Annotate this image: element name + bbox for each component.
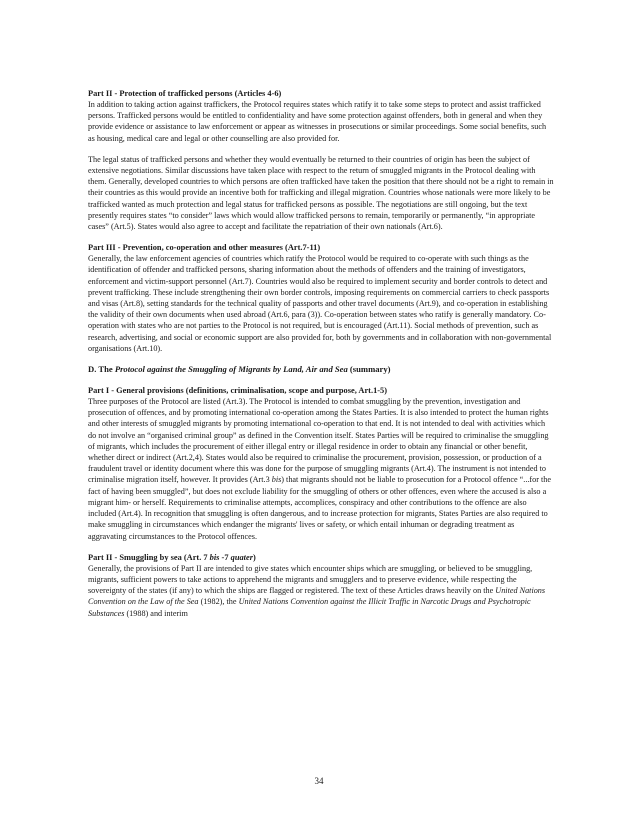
part-heading: Part I - General provisions (definitions, criminalisation, scope and purpose, Art.1-5): [88, 386, 388, 396]
page-number: 34: [314, 776, 324, 786]
text-run: (summary): [347, 364, 391, 375]
part-heading: [88, 552, 554, 563]
text-run: (1988) and interim: [124, 608, 188, 618]
text-run: The legal status of trafficked persons and whether they would eventually be returned to their countries of origin has been the subject of extensive negotiations. Similar discussions have taken place with respect to the return of smuggled migrants in the Protocol dealing with them. Generally, developed countries to which persons are often trafficked have taken the position that there should not be a right to remain in their countries as this would provide an incentive both for trafficking and illegal migration. Countries whose nationals were more likely to be trafficked wanted as much protection and legal status for trafficked persons as possible. The negotiations are still ongoing, but the text presently requires states “to consider” laws which would allow trafficked persons to remain, temporarily or permanently, “in appropriate cases” (Art.5). States would also agree to accept and facilitate the repatriation of their own nationals (Art.6).: [88, 154, 554, 232]
part-heading: Part III - Prevention, co-operation and other measures (Art.7-11): [88, 243, 321, 253]
text-run: In addition to taking action against traffickers, the Protocol requires states which ratify it to take some steps to protect and assist trafficked persons. Trafficked persons would be entitled to confidentiality and have some protection against offenders, both in general and when they provide evidence or assistance to law enforcement or appear as witnesses in prosecutions or similar proceedings. Some social benefits, such as housing, medical care and legal or other counselling are also provided for.: [88, 100, 547, 143]
text-run: Part II - Smuggling by sea (Art. 7: [88, 552, 210, 562]
body-paragraph: [88, 253, 554, 354]
italic-text: Protocol against the Smuggling of Migrants by Land, Air and Sea: [114, 364, 348, 375]
italic-text: bis: [209, 552, 220, 562]
text-run: ): [252, 552, 256, 562]
italic-text: United Nations Convention against the Illicit Traffic in Narcotic Drugs and Psychotropic Substances: [88, 597, 531, 618]
italic-text: United Nations Convention on the Law of the Sea: [88, 586, 546, 607]
section-title: [88, 364, 554, 375]
text-run: D. The: [88, 364, 115, 375]
body-paragraph: [88, 154, 554, 232]
part-heading: Part II - Protection of trafficked persons (Articles 4-6): [88, 89, 282, 98]
text-run: ) that migrants should not be liable to prosecution for a Protocol offence “...for the fact of having been smuggled”, but does not exclude liability for the smuggling of others or other offences, even where the accused is also a migrant him- or herself. Requirements to criminalise attempts, accomplices, conspiracy and other contributions to the offence are also included (Art.4). In recognition that smuggling is often dangerous, and to increase protection for migrants, States Parties are also required to make smuggling in circumstances which endanger the migrants' lives or safety, or which entail inhuman or degrading treatment as aggravating circumstances to the Protocol offences.: [88, 475, 552, 541]
text-run: -7: [219, 552, 231, 562]
body-paragraph: [88, 99, 554, 144]
page-content: [88, 88, 554, 629]
text-run: Three purposes of the Protocol are listed (Art.3). The Protocol is intended to combat smuggling by the prevention, investigation and prosecution of offences, and by promoting international co-operation among the States Parties. It is also intended to protect the human rights and other interests of smuggled migrants by promoting international co-operation to that end. It is not intended to deal with activities which do not involve an “organised criminal group” as defined in the Convention itself. States Parties will be required to criminalise the smuggling of migrants, which includes the procurement of either illegal entry or illegal residence in order to obtain any financial or other benefit, whether direct or indirect (Art.2,4). States would also be required to criminalise the procurement, provision, possession, or production of a fraudulent travel or identity document where this was done for the purpose of smuggling migrants (Art.4). The instrument is not intended to criminalise migration itself, however. It provides (Art.3: [88, 397, 549, 485]
body-paragraph: [88, 396, 554, 542]
text-run: Generally, the law enforcement agencies of countries which ratify the Protocol would be required to co-operate with such things as the identification of offender and trafficked persons, sharing information about the methods of offenders and the training of investigators, enforcement and victim-support personnel (Art.7). Countries would also be required to implement security and border controls to detect and prevent trafficking. These include strengthening their own border controls, imposing requirements on commercial carriers to check passports and visas (Art.8), setting standards for the technical quality of passports and other travel documents (Art.9), and co-operation in establishing the validity of their own documents when used abroad (Art.6, para (3)). Co-operation between states who ratify is generally mandatory. Co-operation with states who are not parties to the Protocol is not required, but is encouraged (Art.11). Social methods of prevention, such as research, advertising, and social or economic support are also provided for, both by governments and in collaboration with non-governmental organisations (Art.10).: [88, 254, 552, 353]
text-run: (1982), the: [198, 597, 239, 607]
italic-text: quater: [230, 552, 253, 562]
italic-text: bis: [271, 475, 282, 485]
text-run: Generally, the provisions of Part II are intended to give states which encounter ships which are smuggling, or believed to be smuggling, migrants, sufficient powers to take actions to apprehend the migrants and smugglers and to preserve evidence, while respecting the sovereignty of the states (if any) to which the ships are flagged or registered. The text of these Articles draws heavily on the: [88, 563, 533, 596]
body-paragraph: [88, 563, 554, 619]
